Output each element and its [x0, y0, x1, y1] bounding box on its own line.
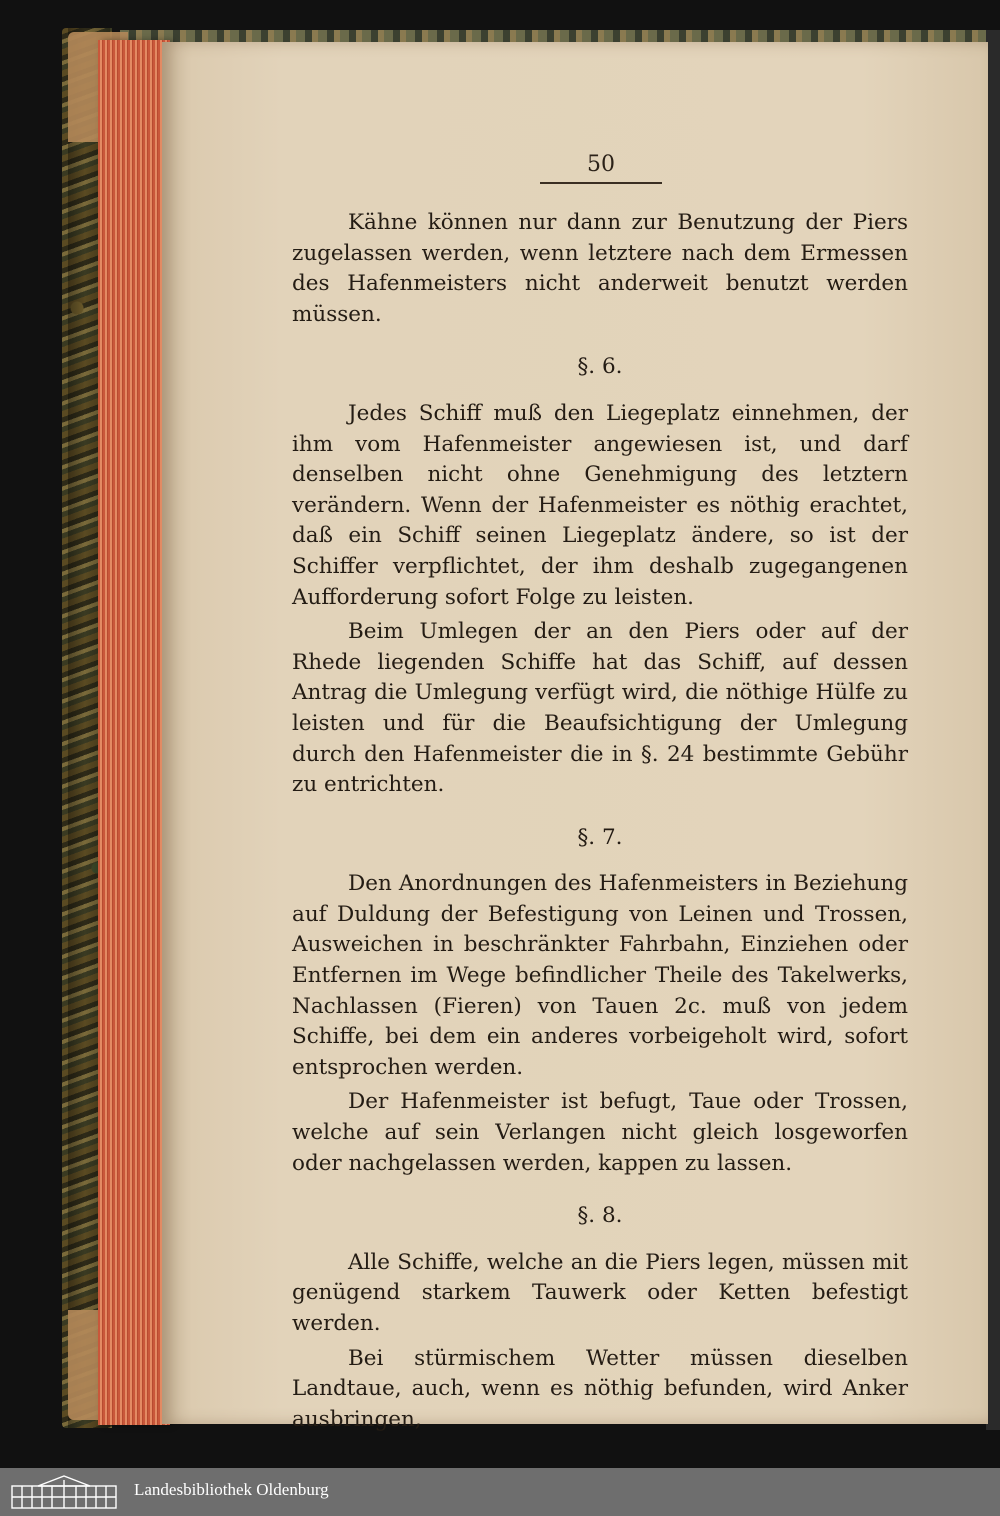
paragraph: Kähne können nur dann zur Benutzung der Piers zugelassen werden, wenn letztere nach dem Ermessen des Hafenmeisters nicht anderweit benutzt werden müssen.: [292, 210, 908, 327]
section-heading-6: §. 6.: [577, 354, 623, 380]
right-background: [986, 30, 1000, 1430]
library-building-icon: [8, 1474, 120, 1510]
paragraph: Jedes Schiff muß den Liegeplatz einnehmen, der ihm vom Hafenmeister angewiesen ist, und darf denselben nicht ohne Genehmigung des letztern verändern. Wenn der Hafenmeister es nöthig erachtet, daß ein Schiff seinen Liegeplatz ändere, so ist der Schiffer verpflichtet, der ihm deshalb zugegangenen Aufforderung sofort Folge zu leisten.: [292, 400, 908, 610]
footer-bar: [0, 1468, 1000, 1516]
paragraph: Den Anordnungen des Hafenmeisters in Beziehung auf Duldung der Befestigung von Leinen und Trossen, Ausweichen in beschränkter Fahrbahn, Einziehen oder Entfernen im Wege befindlicher Theile des Takelwerks, Nachlassen (Fieren) von Tauen 2c. muß von jedem Schiffe, bei dem ein anderes vorbeigeholt wird, sofort entsprochen werden.: [292, 871, 908, 1080]
page-number: 50: [587, 152, 615, 177]
section-heading-7: §. 7.: [577, 824, 623, 850]
footer-label: Landesbibliothek Oldenburg: [134, 1480, 329, 1499]
section-heading-8: §. 8.: [577, 1203, 623, 1229]
page-text: [292, 208, 908, 1439]
paragraph: Bei stürmischem Wetter müssen dieselben Landtaue, auch, wenn es nöthig befunden, wird Anker ausbringen,: [292, 1345, 908, 1432]
page-number-rule: [540, 182, 662, 184]
paragraph: Beim Umlegen der an den Piers oder auf der Rhede liegenden Schiffe hat das Schiff, auf dessen Antrag die Umlegung verfügt wird, die nöthige Hülfe zu leisten und für die Beaufsichtigung der Umlegung durch den Hafenmeister die in §. 24 bestimmte Gebühr zu entrichten.: [292, 619, 908, 798]
paragraph: Alle Schiffe, welche an die Piers legen, müssen mit genügend starkem Tauwerk oder Ketten befestigt werden.: [292, 1249, 908, 1336]
page-edges: [98, 40, 170, 1425]
paragraph: Der Hafenmeister ist befugt, Taue oder Trossen, welche auf sein Verlangen nicht gleich losgeworfen oder nachgelassen werden, kappen zu lassen.: [292, 1089, 908, 1176]
